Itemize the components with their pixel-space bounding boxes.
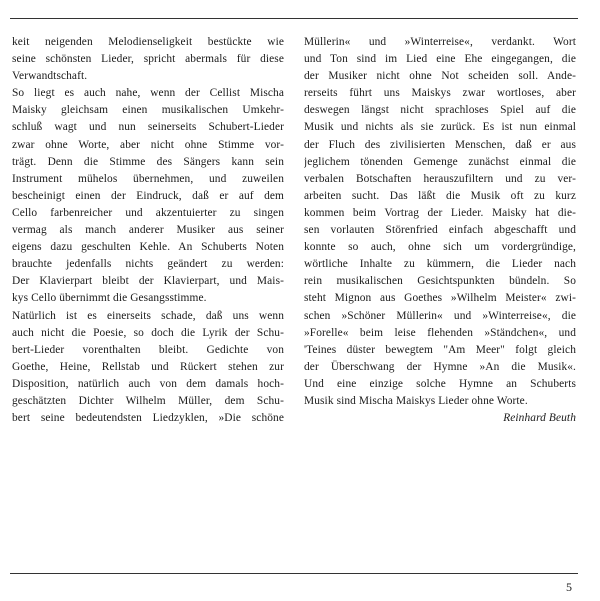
- text-line: kommen beim Vortrag der Lieder. Maisky hat die-: [304, 206, 576, 219]
- text-line: Goethe, Heine, Rellstab und Rückert stehen zur: [12, 360, 284, 373]
- text-line: jeglichem tönenden Gemenge zunächst einmal die: [304, 155, 576, 168]
- text-line: Verwandtschaft.: [12, 70, 88, 83]
- text-line: brauchte jedenfalls nichts geändert zu werden:: [12, 258, 284, 271]
- text-line: Und eine einzige solche Hymne an Schuberts: [304, 377, 576, 390]
- text-line: rerseits führt uns Maiskys zwar wortloses, aber: [304, 87, 576, 100]
- text-line: kys Cello übernimmt die Gesangsstimme.: [12, 292, 207, 305]
- text-line: 'Teines düster bewegtem "Am Meer" folgt gleich: [304, 343, 576, 356]
- text-line: der Überschwang der Hymne »An die Musik«.: [304, 360, 576, 373]
- text-line: eigens dazu geschulten Kehle. An Schuberts Noten: [12, 241, 284, 254]
- text-line: Natürlich ist es einerseits schade, daß uns wenn: [12, 309, 284, 322]
- text-line: bert-Lieder vorenthalten bleibt. Gedichte von: [12, 343, 284, 356]
- text-line: wörtliche Inhalte zu kümmern, die Lieder nach: [304, 258, 576, 271]
- text-line: der Musiker nicht ohne Not scheiden soll. Ande-: [304, 70, 576, 83]
- text-line: zwar ohne Worte, aber nicht ohne Stimme vor-: [12, 138, 284, 151]
- text-line: konnte so auch, ohne sich um vordergründige,: [304, 241, 576, 254]
- text-line: So liegt es auch nahe, wenn der Cellist Mischa: [12, 87, 284, 100]
- left-column: [12, 34, 284, 427]
- text-line: steht Mignon aus Goethes »Wilhelm Meister« zwi-: [304, 292, 576, 305]
- text-line: vermag als manch anderer Musiker aus seiner: [12, 224, 284, 237]
- text-line: keit neigenden Melodienseligkeit bestückte wie: [12, 36, 284, 48]
- text-line: deswegen längst nicht sprachloses Spiel auf die: [304, 104, 576, 117]
- top-rule: [10, 18, 578, 19]
- text-line: sen vorlauten Störenfried einfach abgeschafft und: [304, 224, 576, 237]
- text-line: Instrument mühelos übernehmen, und zuweilen: [12, 172, 284, 185]
- text-line: trägt. Denn die Stimme des Sängers kann sein: [12, 155, 284, 168]
- text-line: seine schönsten Lieder, spricht abermals für diese: [12, 53, 284, 66]
- author-signature: Reinhard Beuth: [503, 412, 576, 425]
- text-line: verbalen Botschaften herauszufiltern und zu ver-: [304, 172, 576, 185]
- text-line: Musik sind Mischa Maiskys Lieder ohne Worte.: [304, 394, 528, 407]
- page-number: 5: [566, 580, 572, 594]
- text-line: schen »Schöner Müllerin« und »Winterreise«, die: [304, 309, 576, 322]
- bottom-rule: [10, 573, 578, 574]
- text-line: und Ton sind im Lied eine Ehe eingegangen, die: [304, 53, 576, 66]
- text-line: arbeiten sucht. Das läßt die Musik oft zu kurz: [304, 189, 576, 202]
- text-line: rein musikalischen Gesichtspunkten bündeln. So: [304, 275, 576, 288]
- text-line: Disposition, natürlich auch von dem damals hoch-: [12, 377, 284, 390]
- text-line: auch nicht die Poesie, so doch die Lyrik der Schu-: [12, 326, 284, 339]
- text-line: Müllerin« und »Winterreise«, verdankt. Wort: [304, 36, 576, 48]
- text-line: bert seine bedeutendsten Liedzyklen, »Die schöne: [12, 412, 284, 425]
- text-line: der Fluch des zivilisierten Menschen, daß er aus: [304, 138, 576, 151]
- text-line: Der Klavierpart bleibt der Klavierpart, und Mais-: [12, 275, 284, 288]
- text-line: Maisky gleichsam einen musikalischen Umkehr-: [12, 104, 284, 117]
- text-line: schluß wagt und nun seinerseits Schubert-Lieder: [12, 121, 284, 134]
- text-line: »Forelle« beim leise flehenden »Ständchen«, und: [304, 326, 576, 339]
- text-line: bescheinigt einen der Eindruck, daß er auf dem: [12, 189, 284, 202]
- text-line: Musik und nichts als sie zurück. Es ist nun einmal: [304, 121, 576, 134]
- text-line: Cello farbenreicher und akzentuierter zu singen: [12, 206, 284, 219]
- text-line: geschätzten Dichter Wilhelm Müller, dem Schu-: [12, 394, 284, 407]
- right-column: [304, 34, 576, 427]
